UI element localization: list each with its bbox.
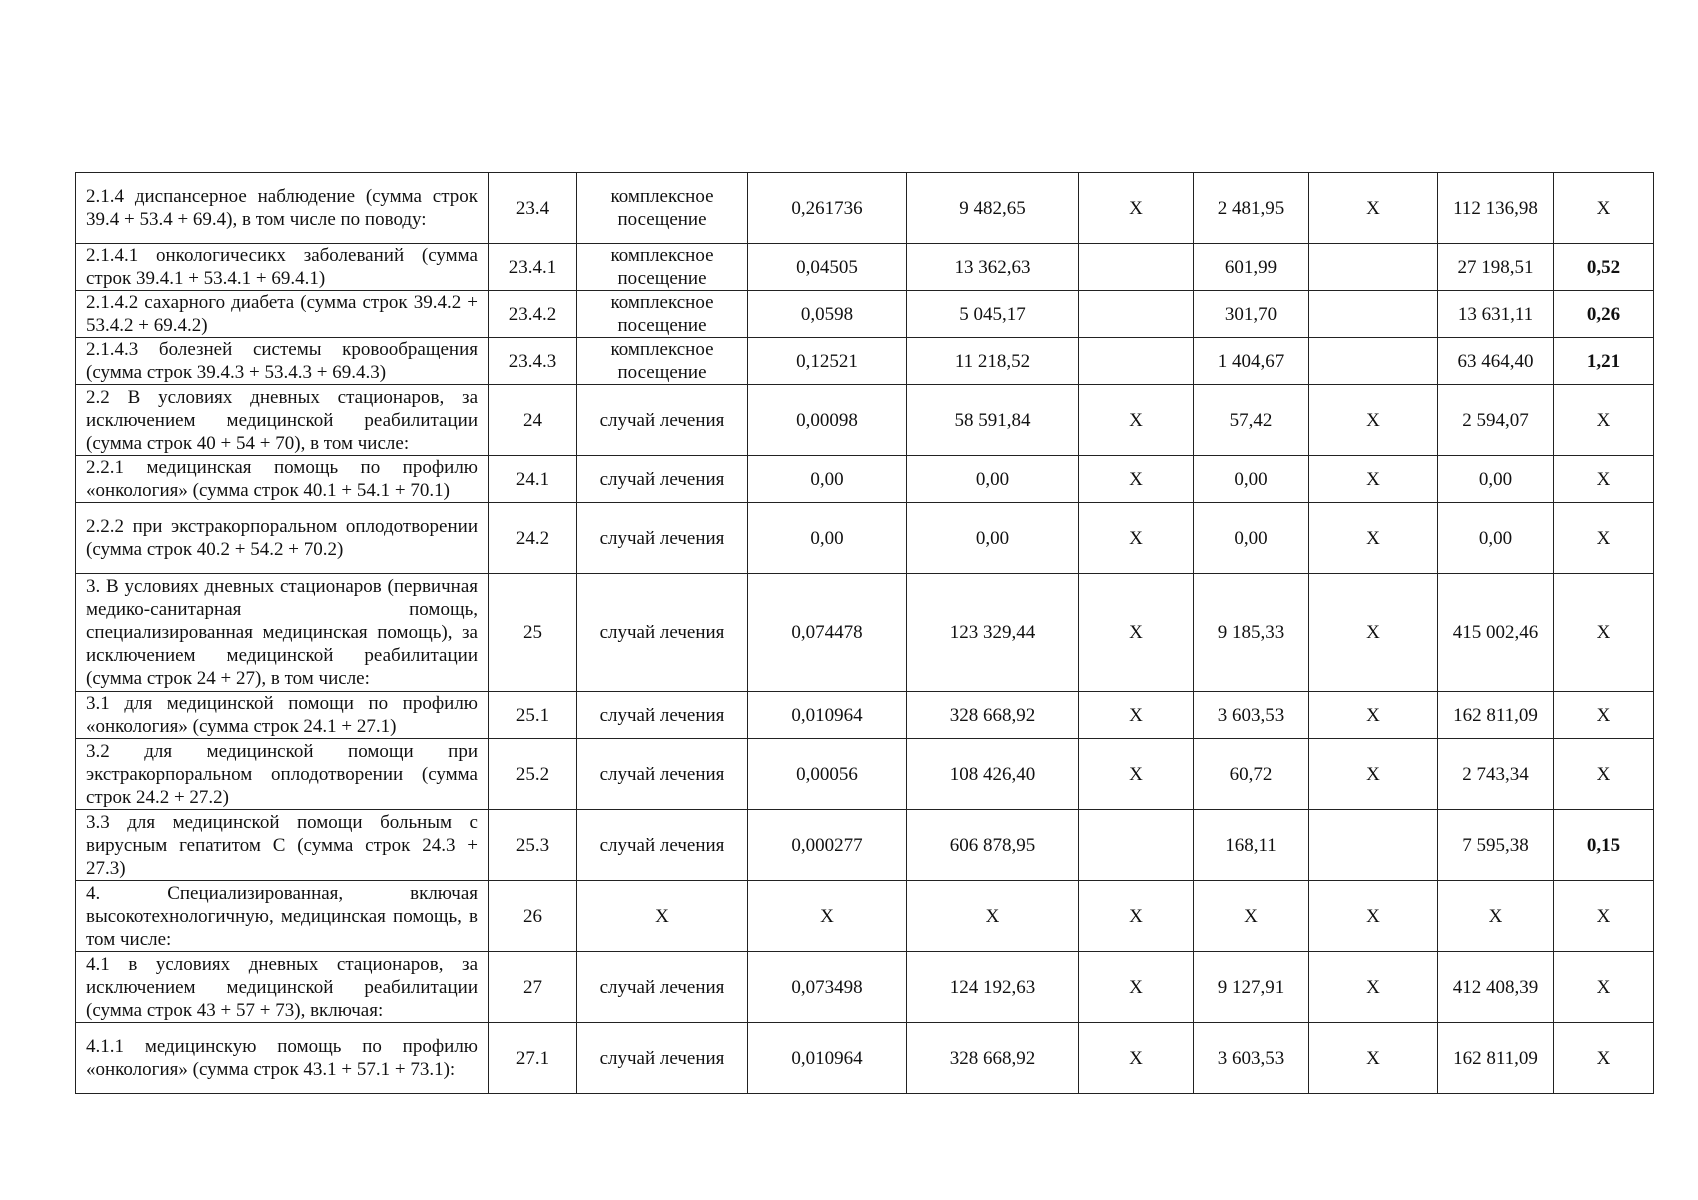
row-col6-cell: X	[1079, 574, 1194, 692]
row-cost-cell: 124 192,63	[907, 952, 1079, 1023]
row-col8-cell	[1309, 810, 1438, 881]
table-row	[76, 810, 1654, 881]
row-cost-cell: 13 362,63	[907, 244, 1079, 291]
row-col8-cell	[1309, 244, 1438, 291]
row-col7-cell: 0,00	[1194, 503, 1309, 574]
table-row	[76, 291, 1654, 338]
row-unit-cell: комплексное посещение	[577, 338, 748, 385]
row-col9-cell: 2 594,07	[1438, 385, 1554, 456]
row-norm-cell: 0,12521	[748, 338, 907, 385]
row-col10-cell: X	[1554, 173, 1654, 244]
table-row	[76, 692, 1654, 739]
row-code-cell: 24.2	[489, 503, 577, 574]
row-code-cell: 23.4	[489, 173, 577, 244]
table-row	[76, 881, 1654, 952]
row-unit-cell: случай лечения	[577, 574, 748, 692]
row-norm-cell: 0,00098	[748, 385, 907, 456]
row-col9-cell: 27 198,51	[1438, 244, 1554, 291]
row-code-cell: 26	[489, 881, 577, 952]
row-unit-cell: комплексное посещение	[577, 173, 748, 244]
row-cost-cell: 123 329,44	[907, 574, 1079, 692]
table-row	[76, 574, 1654, 692]
row-col8-cell: X	[1309, 739, 1438, 810]
row-col6-cell: X	[1079, 881, 1194, 952]
row-unit-cell: случай лечения	[577, 385, 748, 456]
row-code-cell: 23.4.1	[489, 244, 577, 291]
row-cost-cell: 11 218,52	[907, 338, 1079, 385]
row-unit-cell: случай лечения	[577, 456, 748, 503]
row-col8-cell: X	[1309, 952, 1438, 1023]
row-col7-cell: 0,00	[1194, 456, 1309, 503]
row-unit-cell: случай лечения	[577, 952, 748, 1023]
table-row	[76, 385, 1654, 456]
row-col10-cell: 1,21	[1554, 338, 1654, 385]
row-unit-cell: случай лечения	[577, 503, 748, 574]
row-col8-cell	[1309, 338, 1438, 385]
row-unit-cell: комплексное посещение	[577, 291, 748, 338]
row-cost-cell: 58 591,84	[907, 385, 1079, 456]
row-cost-cell: 328 668,92	[907, 692, 1079, 739]
row-col9-cell: 63 464,40	[1438, 338, 1554, 385]
row-col10-cell: X	[1554, 503, 1654, 574]
row-code-cell: 24.1	[489, 456, 577, 503]
table-row	[76, 456, 1654, 503]
row-norm-cell: 0,00056	[748, 739, 907, 810]
row-cost-cell: 108 426,40	[907, 739, 1079, 810]
row-col9-cell: 0,00	[1438, 456, 1554, 503]
row-col6-cell	[1079, 244, 1194, 291]
row-norm-cell: 0,261736	[748, 173, 907, 244]
row-cost-cell: 328 668,92	[907, 1023, 1079, 1094]
row-code-cell: 27.1	[489, 1023, 577, 1094]
row-col10-cell: X	[1554, 1023, 1654, 1094]
row-col9-cell: 0,00	[1438, 503, 1554, 574]
table-row	[76, 952, 1654, 1023]
row-col8-cell: X	[1309, 173, 1438, 244]
row-col10-cell: 0,15	[1554, 810, 1654, 881]
row-col10-cell: X	[1554, 456, 1654, 503]
row-code-cell: 23.4.2	[489, 291, 577, 338]
row-cost-cell: 5 045,17	[907, 291, 1079, 338]
table-body	[76, 173, 1654, 1094]
row-name-cell: 3. В условиях дневных стационаров (первичная медико-санитарная помощь, специализированная медицинская помощь), за исключением медицинской реабилитации (сумма строк 24 + 27), в том числе:	[76, 574, 489, 692]
row-code-cell: 23.4.3	[489, 338, 577, 385]
row-col8-cell	[1309, 291, 1438, 338]
row-norm-cell: 0,00	[748, 503, 907, 574]
row-col9-cell: 2 743,34	[1438, 739, 1554, 810]
row-code-cell: 27	[489, 952, 577, 1023]
row-col7-cell: X	[1194, 881, 1309, 952]
row-cost-cell: 0,00	[907, 503, 1079, 574]
row-unit-cell: случай лечения	[577, 739, 748, 810]
row-col10-cell: X	[1554, 952, 1654, 1023]
row-col10-cell: 0,26	[1554, 291, 1654, 338]
row-col9-cell: 7 595,38	[1438, 810, 1554, 881]
row-code-cell: 25	[489, 574, 577, 692]
row-col9-cell: 415 002,46	[1438, 574, 1554, 692]
row-col9-cell: 162 811,09	[1438, 692, 1554, 739]
row-name-cell: 4. Специализированная, включая высокотехнологичную, медицинская помощь, в том числе:	[76, 881, 489, 952]
row-norm-cell: 0,000277	[748, 810, 907, 881]
row-col6-cell	[1079, 338, 1194, 385]
row-name-cell: 2.1.4.3 болезней системы кровообращения (сумма строк 39.4.3 + 53.4.3 + 69.4.3)	[76, 338, 489, 385]
row-norm-cell: 0,073498	[748, 952, 907, 1023]
row-cost-cell: 606 878,95	[907, 810, 1079, 881]
row-col6-cell: X	[1079, 1023, 1194, 1094]
row-col10-cell: X	[1554, 385, 1654, 456]
row-name-cell: 2.1.4 диспансерное наблюдение (сумма строк 39.4 + 53.4 + 69.4), в том числе по поводу:	[76, 173, 489, 244]
tariff-table	[75, 172, 1654, 1094]
row-col6-cell: X	[1079, 456, 1194, 503]
row-unit-cell: X	[577, 881, 748, 952]
row-col6-cell	[1079, 291, 1194, 338]
row-name-cell: 2.1.4.1 онкологичесикх заболеваний (сумма строк 39.4.1 + 53.4.1 + 69.4.1)	[76, 244, 489, 291]
row-col7-cell: 601,99	[1194, 244, 1309, 291]
row-col6-cell	[1079, 810, 1194, 881]
row-col8-cell: X	[1309, 692, 1438, 739]
row-col6-cell: X	[1079, 385, 1194, 456]
row-col6-cell: X	[1079, 952, 1194, 1023]
row-norm-cell: 0,04505	[748, 244, 907, 291]
row-unit-cell: случай лечения	[577, 1023, 748, 1094]
row-col8-cell: X	[1309, 503, 1438, 574]
row-col8-cell: X	[1309, 1023, 1438, 1094]
row-code-cell: 25.3	[489, 810, 577, 881]
table-row	[76, 503, 1654, 574]
row-col6-cell: X	[1079, 739, 1194, 810]
table-row	[76, 739, 1654, 810]
row-col6-cell: X	[1079, 692, 1194, 739]
row-unit-cell: случай лечения	[577, 692, 748, 739]
row-col9-cell: X	[1438, 881, 1554, 952]
row-code-cell: 25.2	[489, 739, 577, 810]
table-row	[76, 338, 1654, 385]
row-col8-cell: X	[1309, 574, 1438, 692]
row-col8-cell: X	[1309, 456, 1438, 503]
row-name-cell: 2.2.1 медицинская помощь по профилю «онкология» (сумма строк 40.1 + 54.1 + 70.1)	[76, 456, 489, 503]
row-norm-cell: 0,0598	[748, 291, 907, 338]
row-norm-cell: 0,010964	[748, 1023, 907, 1094]
row-col10-cell: 0,52	[1554, 244, 1654, 291]
row-cost-cell: X	[907, 881, 1079, 952]
row-col10-cell: X	[1554, 881, 1654, 952]
row-code-cell: 24	[489, 385, 577, 456]
row-col7-cell: 3 603,53	[1194, 692, 1309, 739]
row-norm-cell: 0,074478	[748, 574, 907, 692]
row-code-cell: 25.1	[489, 692, 577, 739]
row-col9-cell: 112 136,98	[1438, 173, 1554, 244]
row-col7-cell: 2 481,95	[1194, 173, 1309, 244]
row-name-cell: 4.1.1 медицинскую помощь по профилю «онкология» (сумма строк 43.1 + 57.1 + 73.1):	[76, 1023, 489, 1094]
row-norm-cell: 0,010964	[748, 692, 907, 739]
row-col7-cell: 1 404,67	[1194, 338, 1309, 385]
row-unit-cell: комплексное посещение	[577, 244, 748, 291]
row-name-cell: 3.3 для медицинской помощи больным с вирусным гепатитом С (сумма строк 24.3 + 27.3)	[76, 810, 489, 881]
row-col8-cell: X	[1309, 881, 1438, 952]
row-name-cell: 2.1.4.2 сахарного диабета (сумма строк 39.4.2 + 53.4.2 + 69.4.2)	[76, 291, 489, 338]
row-name-cell: 4.1 в условиях дневных стационаров, за исключением медицинской реабилитации (сумма строк 43 + 57 + 73), включая:	[76, 952, 489, 1023]
table-row	[76, 1023, 1654, 1094]
row-name-cell: 2.2 В условиях дневных стационаров, за исключением медицинской реабилитации (сумма строк 40 + 54 + 70), в том числе:	[76, 385, 489, 456]
row-col7-cell: 168,11	[1194, 810, 1309, 881]
row-col6-cell: X	[1079, 173, 1194, 244]
row-col7-cell: 301,70	[1194, 291, 1309, 338]
row-norm-cell: X	[748, 881, 907, 952]
row-unit-cell: случай лечения	[577, 810, 748, 881]
row-cost-cell: 0,00	[907, 456, 1079, 503]
row-col10-cell: X	[1554, 739, 1654, 810]
row-col8-cell: X	[1309, 385, 1438, 456]
row-name-cell: 3.1 для медицинской помощи по профилю «онкология» (сумма строк 24.1 + 27.1)	[76, 692, 489, 739]
row-col7-cell: 9 127,91	[1194, 952, 1309, 1023]
row-col9-cell: 13 631,11	[1438, 291, 1554, 338]
row-col7-cell: 60,72	[1194, 739, 1309, 810]
row-col10-cell: X	[1554, 574, 1654, 692]
row-col7-cell: 9 185,33	[1194, 574, 1309, 692]
row-col9-cell: 162 811,09	[1438, 1023, 1554, 1094]
row-name-cell: 3.2 для медицинской помощи при экстракорпоральном оплодотворении (сумма строк 24.2 + 27.2)	[76, 739, 489, 810]
row-name-cell: 2.2.2 при экстракорпоральном оплодотворении (сумма строк 40.2 + 54.2 + 70.2)	[76, 503, 489, 574]
row-col9-cell: 412 408,39	[1438, 952, 1554, 1023]
table-row	[76, 244, 1654, 291]
row-cost-cell: 9 482,65	[907, 173, 1079, 244]
row-norm-cell: 0,00	[748, 456, 907, 503]
row-col6-cell: X	[1079, 503, 1194, 574]
table-row	[76, 173, 1654, 244]
row-col7-cell: 3 603,53	[1194, 1023, 1309, 1094]
row-col10-cell: X	[1554, 692, 1654, 739]
row-col7-cell: 57,42	[1194, 385, 1309, 456]
